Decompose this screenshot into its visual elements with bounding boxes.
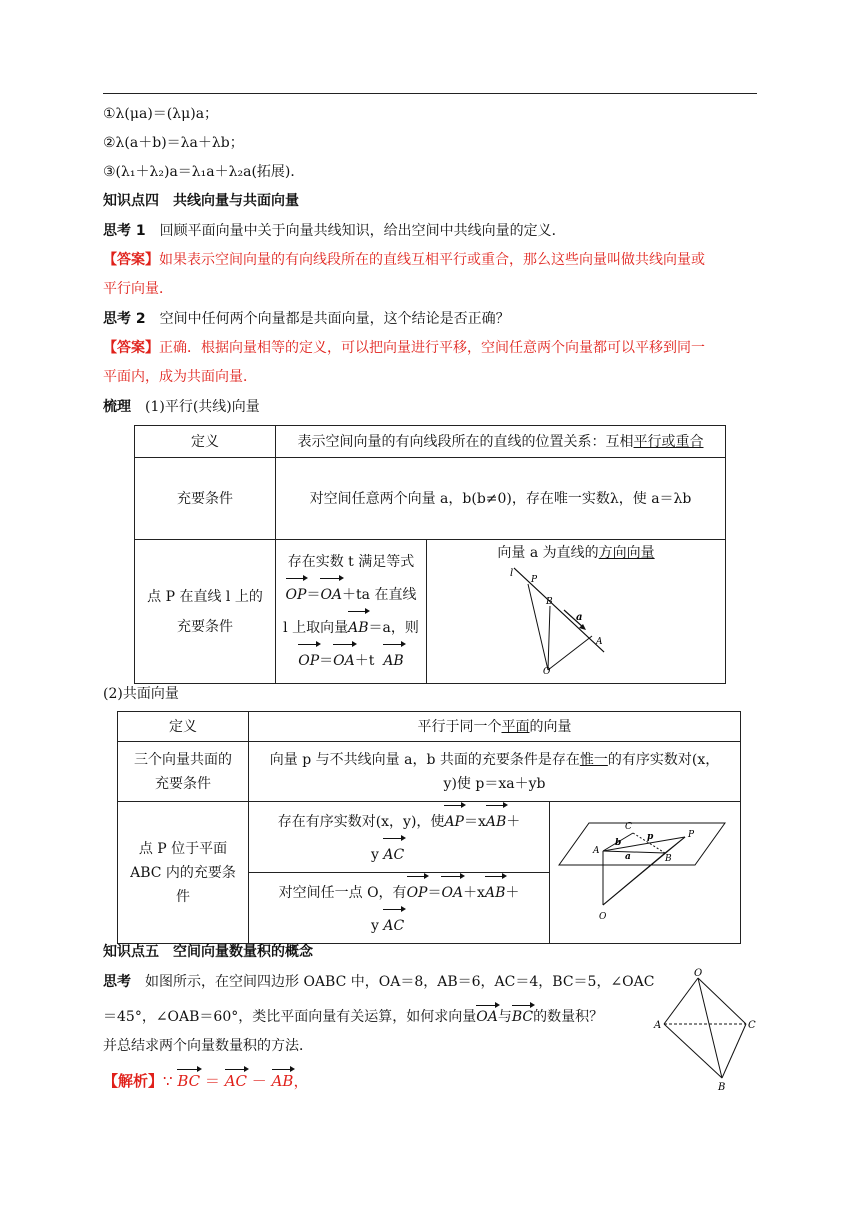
solution-label: 【解析】 [103, 1072, 164, 1090]
think1-text: 回顾平面向量中关于向量共线知识，给出空间中共线向量的定义． [145, 223, 566, 239]
t2-r3-cond2: 对空间任一点 O，有OP＝OA＋xAB＋ y AC [249, 873, 550, 944]
fig2-label-c: C [625, 821, 632, 832]
t2-r3-label: 点 P 位于平面 ABC 内的充要条 件 [118, 802, 249, 944]
line-direction-figure [506, 564, 646, 676]
law-3: ③(λ₁＋λ₂)a＝λ₁a＋λ₂a(拓展)． [103, 164, 305, 180]
t1-r1-text: 表示空间向量的有向线段所在的直线的位置关系：互相平行或重合 [276, 426, 726, 458]
vec-oa: OA [320, 577, 342, 610]
think2-text: 空间中任何两个向量都是共面向量，这个结论是否正确？ [145, 311, 510, 327]
fig2-label-p-vec: p [647, 831, 654, 842]
fig2-label-a-vec: a [625, 851, 631, 862]
t1-fig-caption: 向量 a 为直线的方向向量 [497, 545, 655, 561]
fig1-label-b: B [546, 597, 553, 607]
fig1-label-A: A [596, 637, 603, 647]
t2-r2-text: 向量 p 与不共线向量 a，b 共面的充要条件是存在惟一的有序实数对(x， y)使 p＝xa＋yb [249, 742, 741, 802]
fig1-label-p: P [531, 575, 538, 585]
fig2-label-b-vec: b [615, 837, 622, 848]
summary-text: (1)平行(共线)向量 [131, 399, 260, 415]
section4-title: 知识点四 共线向量与共面向量 [103, 193, 299, 209]
coplanar-figure [555, 803, 735, 935]
collinear-table [134, 425, 726, 684]
t1-r1-underlined: 平行或重合 [633, 433, 704, 450]
t2-figure-cell [550, 802, 741, 944]
fig1-label-o: O [543, 667, 551, 676]
answer1-line1: 如果表示空间向量的有向线段所在的直线互相平行或重合，那么这些向量叫做共线向量或 [159, 252, 705, 268]
law-2: ②λ(a＋b)＝λa＋λb； [103, 135, 244, 151]
coplanar-table [117, 711, 741, 944]
vec-ab: AB [348, 610, 368, 643]
header-rule [103, 93, 757, 94]
section5-think-line2: ＝45°，∠OAB＝60°，类比平面向量有关运算，如何求向量OA与BC的数量积？ [103, 1004, 603, 1027]
t1-r2-label: 充要条件 [135, 458, 276, 540]
t2-r1-label: 定义 [118, 712, 249, 742]
think2-label: 思考 2 [103, 311, 146, 327]
fig3-label-c: C [748, 1020, 756, 1031]
tetrahedron-figure [650, 966, 760, 1092]
vec-op: OP [298, 643, 319, 676]
law-1: ①λ(μa)＝(λμ)a； [103, 106, 219, 122]
fig2-label-p: P [688, 829, 695, 840]
fig2-label-b: B [665, 853, 672, 864]
fig1-label-a: a [576, 612, 583, 623]
summary [103, 397, 260, 417]
t1-r3-condition: 存在实数 t 满足等式 OP＝OA＋ta 在直线 l 上取向量AB＝a，则 OP＝OA＋t AB [276, 540, 427, 684]
fig2-label-a: A [593, 845, 600, 856]
fig3-label-b: B [718, 1082, 726, 1092]
coplanar-title: (2)共面向量 [103, 686, 179, 702]
fig3-label-a: A [654, 1020, 662, 1031]
answer1 [103, 250, 705, 270]
t1-r1-label: 定义 [135, 426, 276, 458]
fig3-label-o: O [694, 968, 703, 979]
vec-ab: AB [383, 643, 403, 676]
section5-think-line1: 思考 如图所示，在空间四边形 OABC 中，OA＝8，AB＝6，AC＝4，BC＝5，∠OAC [103, 974, 655, 990]
section5-think-label: 思考 [103, 974, 131, 990]
t2-r1-text: 平行于同一个平面的向量 [249, 712, 741, 742]
answer1-line2: 平行向量． [103, 281, 173, 297]
t2-r3-cond1: 存在有序实数对(x，y)，使AP＝xAB＋ y AC [249, 802, 550, 873]
summary-label: 梳理 [103, 399, 131, 415]
section5-solution: 【解析】∵ BC ＝ AC － AB， [103, 1068, 308, 1091]
answer2-line1: 正确．根据向量相等的定义，可以把向量进行平移，空间任意两个向量都可以平移到同一 [159, 340, 705, 356]
think1 [103, 221, 566, 241]
t2-r2-label: 三个向量共面的 充要条件 [118, 742, 249, 802]
fig2-label-o: O [599, 911, 607, 922]
think2 [103, 309, 510, 329]
section5-think-line3: 并总结求两个向量数量积的方法． [103, 1038, 313, 1054]
section5-title: 知识点五 空间向量数量积的概念 [103, 944, 313, 960]
think1-label: 思考 1 [103, 223, 146, 239]
answer1-label: 【答案】 [103, 252, 159, 268]
vec-oa: OA [333, 643, 355, 676]
t1-r3-figure-cell [427, 540, 726, 684]
t1-r3-label: 点 P 在直线 l 上的 充要条件 [135, 540, 276, 684]
answer2 [103, 338, 705, 358]
fig1-label-l: l [510, 568, 514, 579]
t1-r2-text: 对空间任意两个向量 a，b(b≠0)，存在唯一实数λ，使 a＝λb [276, 458, 726, 540]
vec-op: OP [286, 577, 307, 610]
answer2-label: 【答案】 [103, 340, 159, 356]
answer2-line2: 平面内，成为共面向量． [103, 369, 257, 385]
